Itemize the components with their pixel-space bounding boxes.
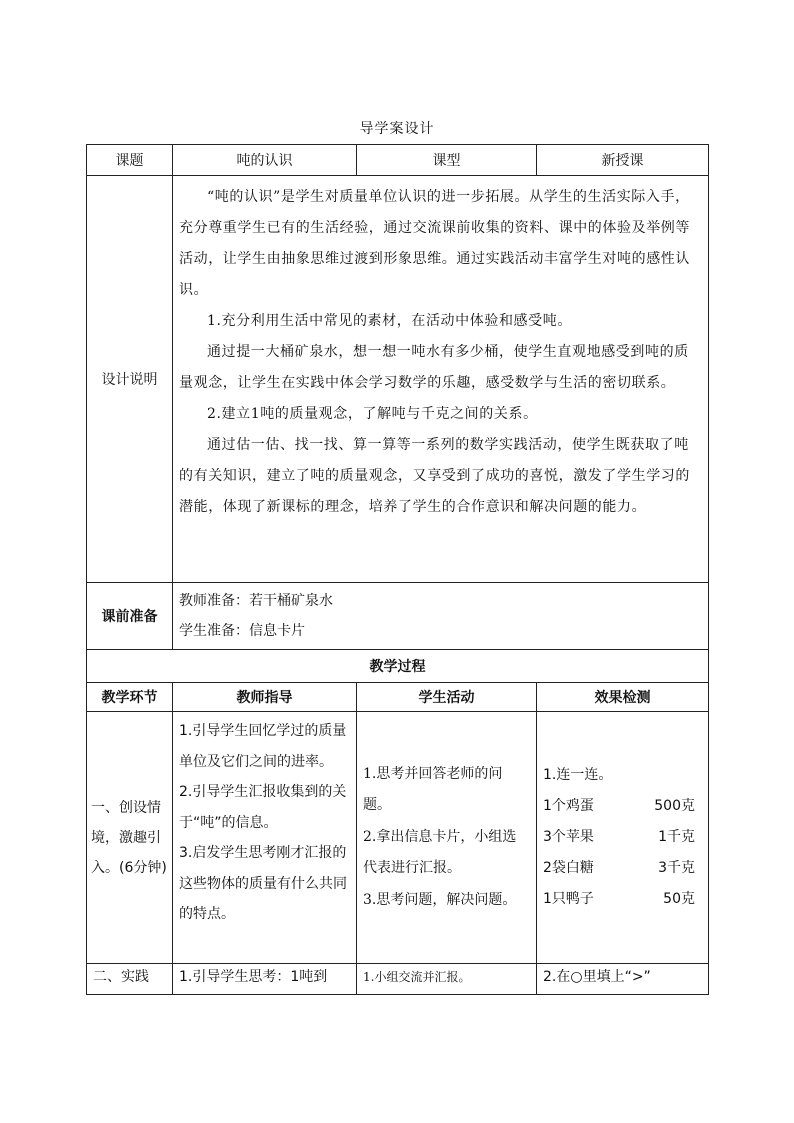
match-row [543,884,702,915]
stage1-name: 一、创设情境，激趣引入。(6分钟) [87,712,173,964]
stage1-effect-check [537,712,709,964]
student-step: 2.拿出信息卡片，小组选代表进行汇报。 [363,828,517,877]
column-header: 教学环节 [87,683,173,712]
design-paragraph: “吨的认识”是学生对质量单位认识的进一步拓展。从学生的生活实际入手，充分尊重学生已有的生活经验，通过交流课前收集的资料、课中的体验及举例等活动，让学生由抽象思维过渡到形象思维。通过实践活动丰富学生对吨的感性认识。 [179,189,690,298]
stage2-effect-check: 2.在○里填上“>” [537,964,709,995]
document-title: 导学案设计 [359,121,435,137]
match-item: 1个鸡蛋 [543,798,594,814]
column-header: 教师指导 [173,683,357,712]
match-row [543,791,702,822]
lesson-plan-table [86,144,709,995]
stage2-teacher-guidance: 1.引导学生思考：1吨到 [173,964,357,995]
topic-value: 吨的认识 [173,145,357,176]
stage2-row [87,964,709,995]
process-title: 教学过程 [87,650,709,683]
match-weight: 3千克 [658,860,695,876]
stage2-student-activity: 1.小组交流并汇报。 [357,964,537,995]
header-row [87,145,709,176]
match-weight: 50克 [663,891,695,907]
match-row [543,853,702,884]
match-item: 1只鸭子 [543,891,594,907]
design-paragraph: 2.建立1吨的质量观念，了解吨与千克之间的关系。 [207,406,538,422]
design-paragraph: 通过估一估、找一找、算一算等一系列的数学实践活动，使学生既获取了吨的有关知识，建立了吨的质量观念，又享受到了成功的喜悦，激发了学生学习的潜能，体现了新课标的理念，培养了学生的合作意识和解决问题的能力。 [179,437,690,515]
teacher-step: 1.引导学生回忆学过的质量单位及它们之间的进率。 [179,723,347,770]
type-value: 新授课 [537,145,709,176]
prep-content [173,583,709,650]
stage1-student-activity [357,712,537,964]
match-item: 2袋白糖 [543,860,594,876]
prep-row [87,583,709,650]
match-row [543,822,702,853]
match-item: 3个苹果 [543,829,594,845]
teacher-step: 3.启发学生思考刚才汇报的这些物体的质量有什么共同的特点。 [179,845,347,922]
design-paragraph: 1.充分利用生活中常见的素材，在活动中体验和感受吨。 [207,313,572,329]
stage2-name: 二、实践 [87,964,173,995]
stage1-row [87,712,709,964]
column-header: 学生活动 [357,683,537,712]
process-title-row [87,650,709,683]
stage1-teacher-guidance [173,712,357,964]
design-row [87,176,709,583]
match-weight: 500克 [654,798,695,814]
type-label: 课型 [357,145,537,176]
column-header: 效果检测 [537,683,709,712]
design-description [173,176,709,583]
student-step: 3.思考问题，解决问题。 [363,891,517,908]
topic-label: 课题 [87,145,173,176]
design-label: 设计说明 [87,176,173,583]
student-step: 1.思考并回答老师的问题。 [363,765,503,814]
teacher-step: 2.引导学生汇报收集到的关于“吨”的信息。 [179,784,347,831]
effect-title: 1.连一连。 [543,767,613,783]
match-weight: 1千克 [658,829,695,845]
teacher-prep: 教师准备：若干桶矿泉水 [179,593,333,609]
design-paragraph: 通过提一大桶矿泉水，想一想一吨水有多少桶，使学生直观地感受到吨的质量观念，让学生在实践中体会学习数学的乐趣，感受数学与生活的密切联系。 [179,344,689,391]
prep-label: 课前准备 [87,583,173,650]
process-header-row [87,683,709,712]
student-prep: 学生准备：信息卡片 [179,623,305,639]
